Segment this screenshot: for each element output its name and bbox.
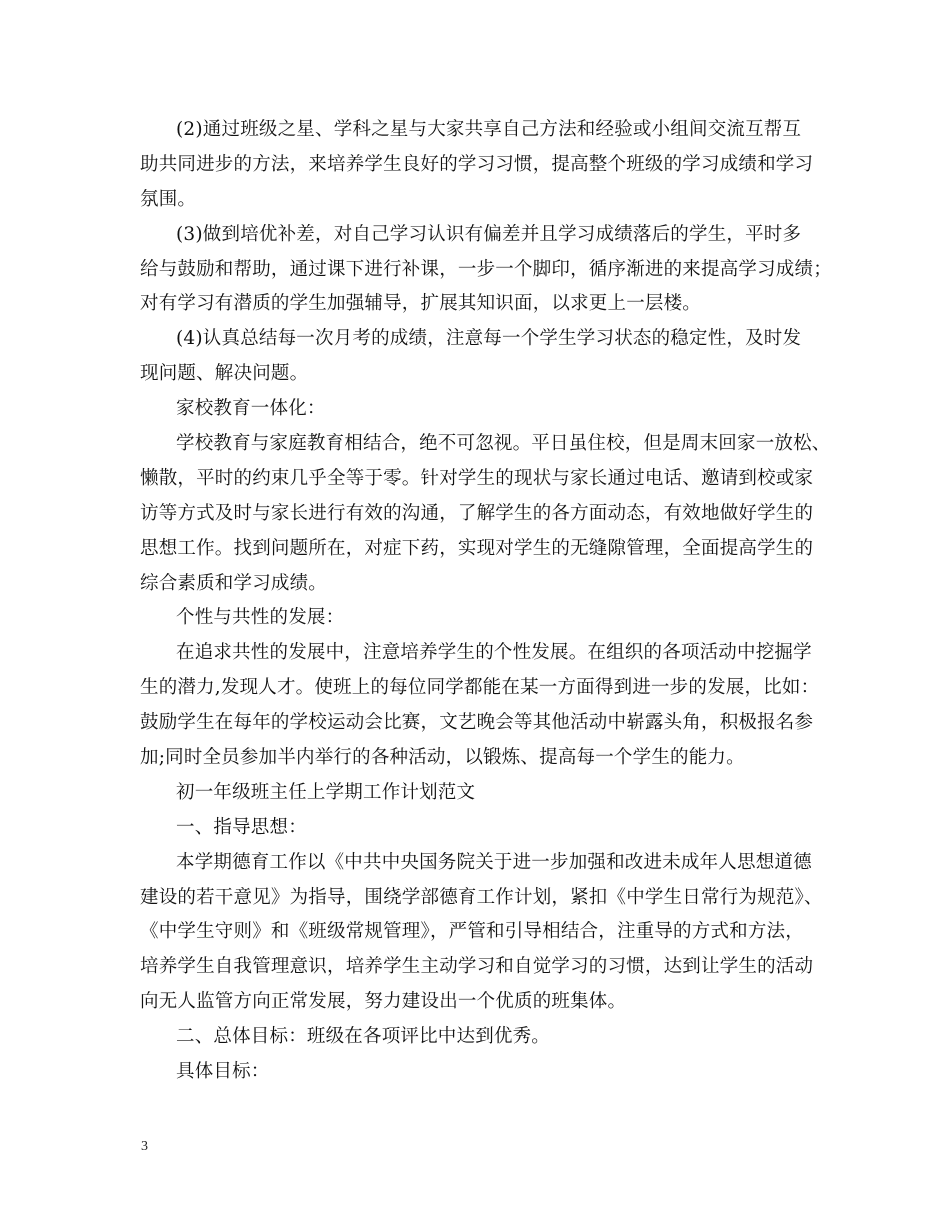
text-line: 二、总体目标：班级在各项评比中达到优秀。 (176, 1026, 551, 1048)
text-line: 个性与共性的发展： (176, 607, 345, 629)
text-line: (2)通过班级之星、学科之星与大家共享自己方法和经验或小组间交流互帮互 (176, 119, 802, 140)
text-line: 培养学生自我管理意识，培养学生主动学习和自觉学习的习惯，达到让学生的活动 (140, 956, 814, 978)
text-line: 给与鼓励和帮助，通过课下进行补课，一步一个脚印，循序渐进的来提高学习成绩； (140, 258, 832, 280)
page-number: 3 (141, 1139, 148, 1154)
text-line: 对有学习有潜质的学生加强辅导，扩展其知识面，以求更上一层楼。 (140, 293, 702, 315)
text-line: 鼓励学生在每年的学校运动会比赛，文艺晚会等其他活动中崭露头角，积极报名参 (140, 712, 814, 734)
text-line: 访等方式及时与家长进行有效的沟通，了解学生的各方面动态，有效地做好学生的 (140, 502, 814, 524)
document-body (140, 113, 832, 1090)
text-line: 在追求共性的发展中，注意培养学生的个性发展。在组织的各项活动中挖掘学 (176, 642, 812, 664)
text-line: 一、指导思想： (176, 816, 307, 838)
text-line: (4)认真总结每一次月考的成绩，注意每一个学生学习状态的稳定性，及时发 (176, 328, 802, 350)
text-line: 建设的若干意见》为指导，围绕学部德育工作计划，紧扣《中学生日常行为规范》、 (140, 886, 823, 908)
text-line: 具体目标： (176, 1061, 270, 1083)
text-line: 向无人监管方向正常发展，努力建设出一个优质的班集体。 (140, 991, 627, 1013)
text-line: 本学期德育工作以《中共中央国务院关于进一步加强和改进未成年人思想道德 (176, 851, 812, 873)
text-line: 家校教育一体化： (176, 398, 326, 420)
text-line: 初一年级班主任上学期工作计划范文 (176, 781, 476, 803)
text-line: 懒散，平时的约束几乎全等于零。针对学生的现状与家长通过电话、邀请到校或家 (140, 467, 814, 489)
text-line: 氛围。 (140, 188, 197, 210)
text-line: 加;同时全员参加半内举行的各种活动，以锻炼、提高每一个学生的能力。 (140, 747, 745, 769)
text-line: 生的潜力,发现人才。使班上的每位同学都能在某一方面得到进一步的发展，比如： (140, 677, 820, 699)
text-line: (3)做到培优补差，对自己学习认识有偏差并且学习成绩落后的学生，平时多 (176, 223, 802, 245)
text-line: 思想工作。找到问题所在，对症下药，实现对学生的无缝隙管理，全面提高学生的 (140, 537, 814, 559)
text-line: 助共同进步的方法，来培养学生良好的学习习惯，提高整个班级的学习成绩和学习 (140, 153, 814, 175)
text-line: 《中学生守则》和《班级常规管理》，严管和引导相结合，注重导的方式和方法， (140, 921, 804, 943)
text-line: 综合素质和学习成绩。 (140, 572, 328, 594)
text-line: 学校教育与家庭教育相结合，绝不可忽视。平日虽住校，但是周末回家一放松、 (176, 433, 831, 455)
text-line: 现问题、解决问题。 (140, 363, 309, 385)
